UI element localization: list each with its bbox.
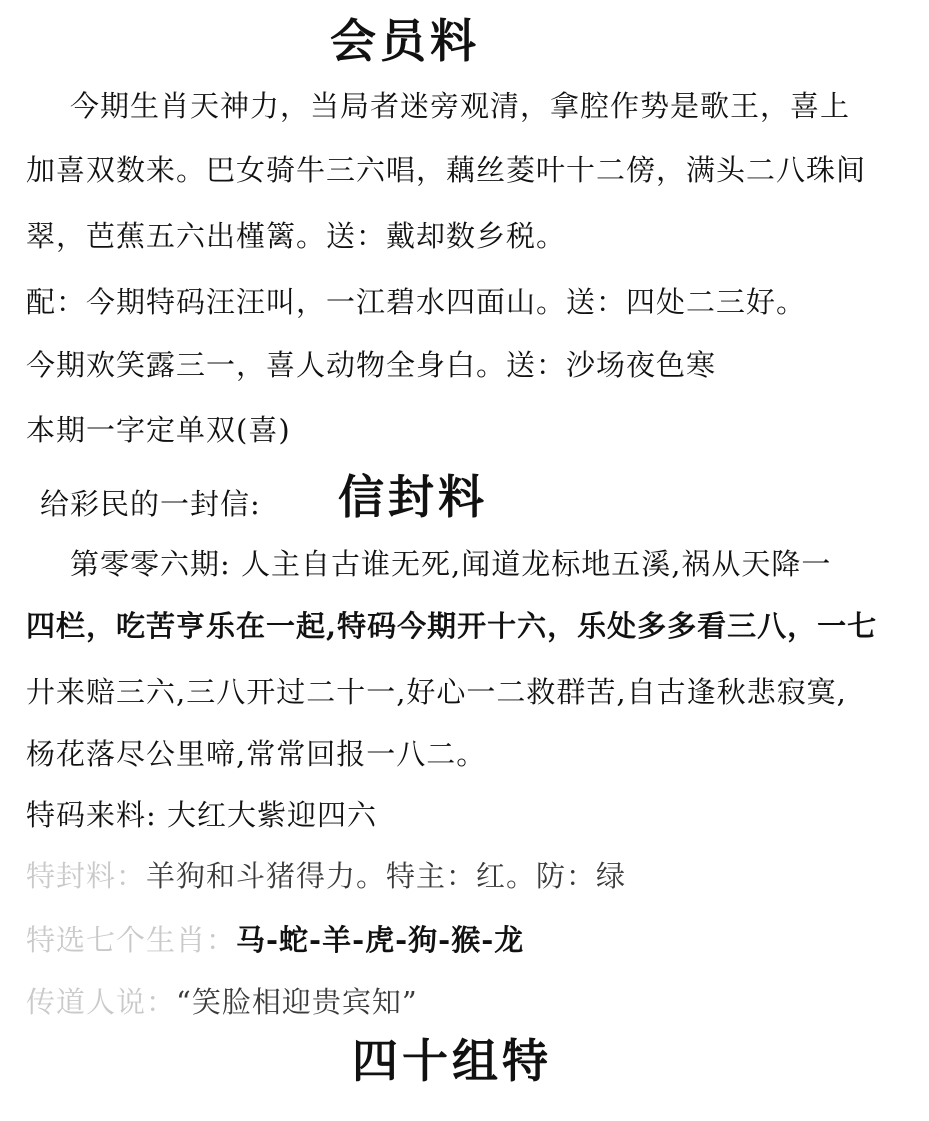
tefeng-text: 羊狗和斗猪得力。特主：红。防：绿 — [146, 859, 627, 893]
title-huiyuanliao: 会员料 — [330, 14, 480, 68]
tefeng-prefix: 特封料： — [26, 859, 147, 893]
xinfeng-paragraph-line-4: 杨花落尽公里啼,常常回报一八二。 — [26, 737, 487, 771]
qixiao-prefix: 特选七个生肖： — [26, 923, 237, 957]
huanxiao-line: 今期欢笑露三一，喜人动物全身白。送：沙场夜色寒 — [26, 348, 717, 382]
xinfeng-paragraph-line-1: 第零零六期: 人主自古谁无死,闻道龙标地五溪,祸从天降一 — [70, 547, 832, 581]
intro-label: 给彩民的一封信: — [40, 487, 261, 521]
xinfeng-paragraph-line-3: 廾来赔三六,三八开过二十一,好心一二救群苦,自古逢秋悲寂寞, — [26, 675, 847, 709]
chuandao-prefix: 传道人说： — [26, 985, 177, 1019]
tefeng-line — [26, 859, 627, 893]
chuandao-line — [26, 985, 418, 1019]
chuandao-text: “笑脸相迎贵宾知” — [176, 985, 418, 1019]
pei-line: 配：今期特码汪汪叫，一江碧水四面山。送：四处二三好。 — [26, 285, 807, 319]
danshuang-line: 本期一字定单双(喜) — [26, 413, 291, 447]
xinfeng-paragraph-line-2: 四栏，吃苦亨乐在一起,特码今期开十六，乐处多多看三八，一七 — [26, 609, 878, 643]
qixiao-text: 马-蛇-羊-虎-狗-猴-龙 — [236, 923, 525, 957]
qixiao-line — [26, 923, 525, 957]
huiyuan-paragraph-line-3: 翠，芭蕉五六出槿篱。送：戴却数乡税。 — [26, 219, 567, 253]
huiyuan-paragraph-line-1: 今期生肖天神力，当局者迷旁观清，拿腔作势是歌王，喜上 — [70, 89, 851, 123]
temaliao-line: 特码来料: 大红大紫迎四六 — [26, 798, 377, 832]
title-xinfengliao: 信封料 — [338, 470, 488, 524]
footer-title-sishizute: 四十组特 — [352, 1034, 552, 1088]
huiyuan-paragraph-line-2: 加喜双数来。巴女骑牛三六唱，藕丝菱叶十二傍，满头二八珠间 — [26, 153, 867, 187]
